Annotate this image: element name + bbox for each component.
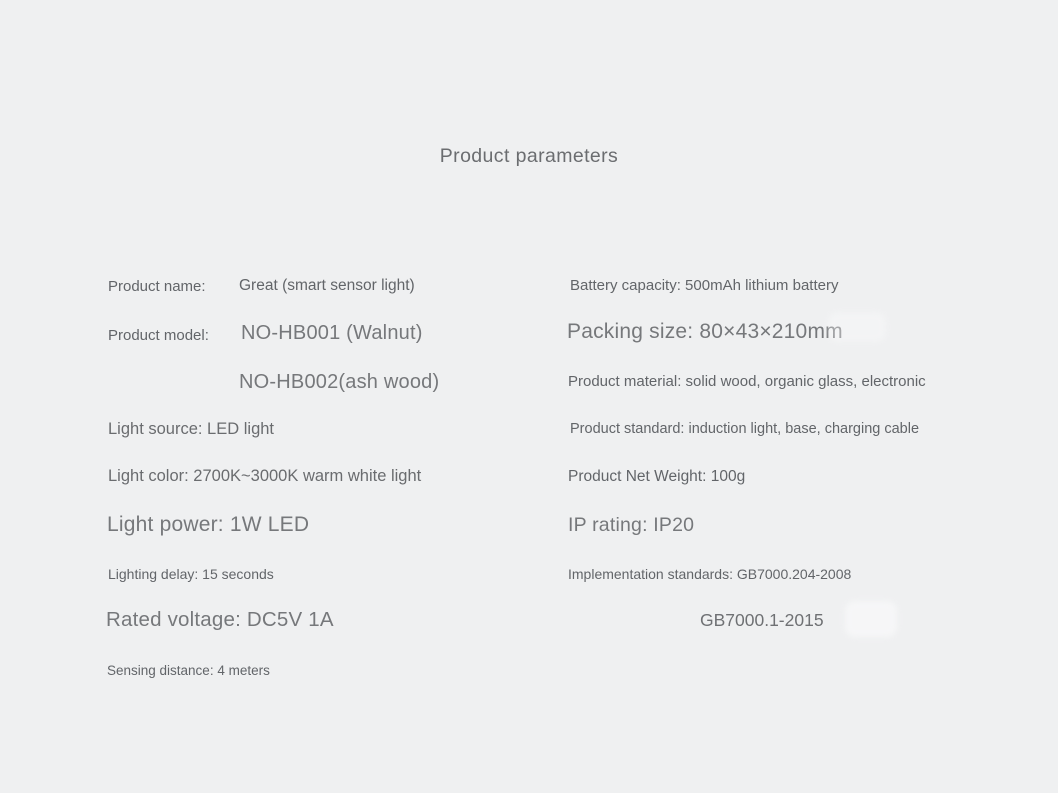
implementation-standards-row-2: GB7000.1-2015 xyxy=(700,610,824,630)
rated-voltage-row: Rated voltage: DC5V 1A xyxy=(106,608,334,631)
implementation-standards-row: Implementation standards: GB7000.204-2008 xyxy=(568,566,852,582)
lighting-delay-row: Lighting delay: 15 seconds xyxy=(108,566,274,582)
battery-capacity-row: Battery capacity: 500mAh lithium battery xyxy=(570,277,839,294)
light-source-row: Light source: LED light xyxy=(108,420,275,438)
product-name-label: Product name: xyxy=(108,278,206,295)
product-material-row: Product material: solid wood, organic glass, electronic xyxy=(568,373,926,390)
product-net-weight-row: Product Net Weight: 100g xyxy=(568,468,746,485)
ip-rating-row: IP rating: IP20 xyxy=(568,514,695,536)
light-power-row: Light power: 1W LED xyxy=(107,513,310,536)
sensing-distance-row: Sensing distance: 4 meters xyxy=(107,663,270,678)
packing-size-row: Packing size: 80×43×210mm xyxy=(567,320,843,343)
product-model-value-walnut: NO-HB001 (Walnut) xyxy=(241,322,423,344)
page-title: Product parameters xyxy=(439,145,619,167)
erase-smudge xyxy=(845,601,897,637)
product-model-value-ash-wood: NO-HB002(ash wood) xyxy=(239,371,440,393)
erase-smudge xyxy=(828,312,886,342)
product-standard-row: Product standard: induction light, base, charging cable xyxy=(570,421,920,437)
product-name-value: Great (smart sensor light) xyxy=(239,277,415,294)
product-model-label: Product model: xyxy=(108,327,209,344)
light-color-row: Light color: 2700K~3000K warm white light xyxy=(108,467,422,485)
